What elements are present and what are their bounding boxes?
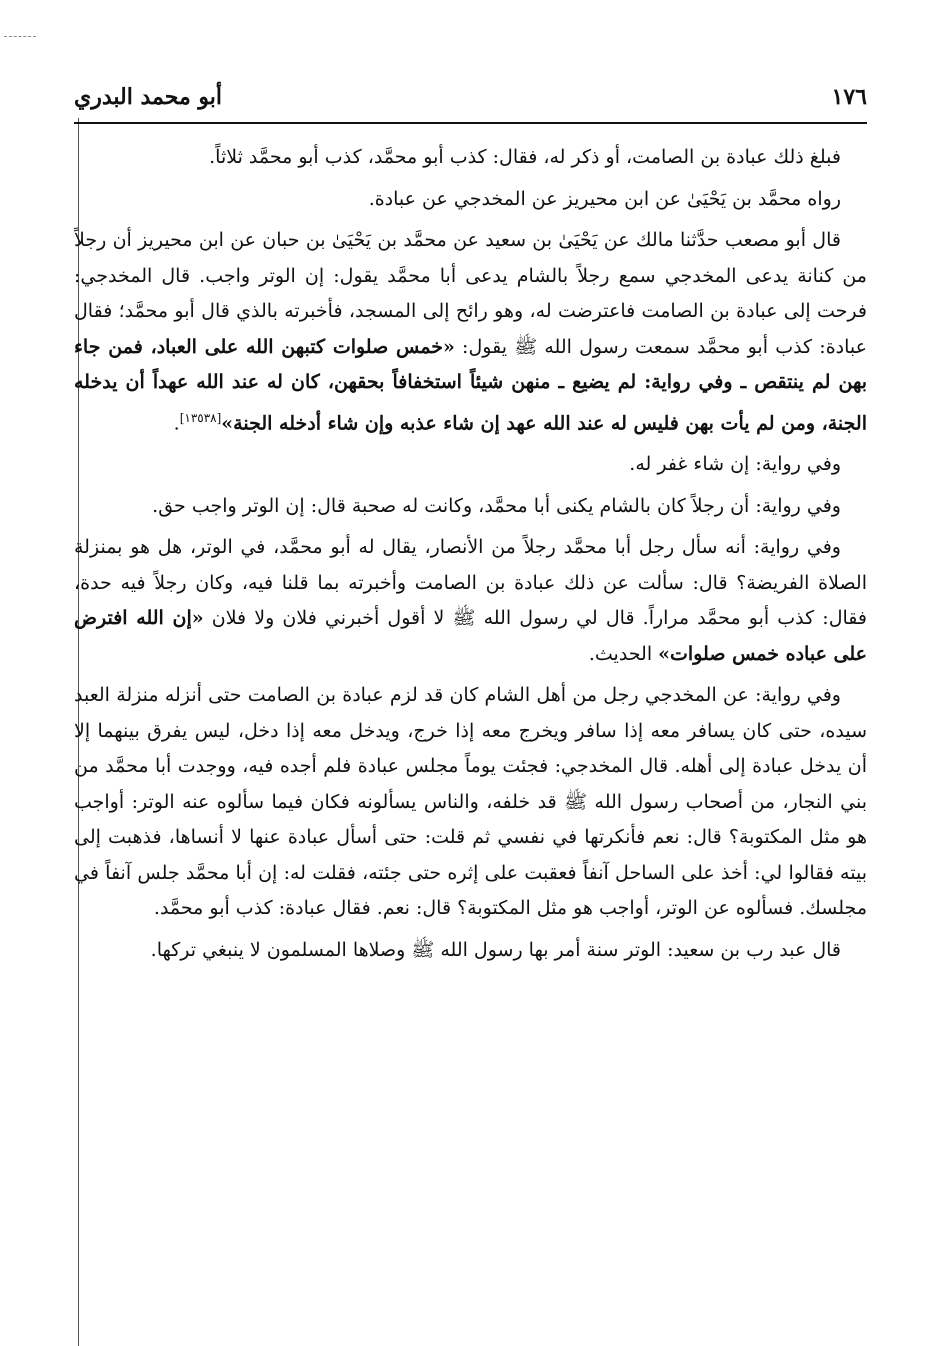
paragraph: وفي رواية: أنه سأل رجل أبا محمَّد رجلاً من الأنصار، يقال له أبو محمَّد، في الوتر، هل هو بمنزلة الصلاة الفريضة؟ قال: سألت عن ذلك عبادة بن الصامت وأخبرته بما قلنا فيه، وكان رجلاً فيه حدة، فقال: كذب أبو محمَّد مراراً. قال لي رسول الله ﷺ لا أقول أخبرني فلان ولا فلان «إن الله افترض على عباده خمس صلوات» الحديث. bbox=[74, 536, 867, 665]
paragraph: وفي رواية: إن شاء غفر له. bbox=[629, 453, 841, 476]
paragraph: وفي رواية: عن المخدجي رجل من أهل الشام كان قد لزم عبادة بن الصامت حتى أنزله منزلة العبد سيده، حتى كان يسافر معه إذا سافر ويخرج معه إذا خرج، ويدخل معه إذا دخل، ليس يفرق بينهما إلا أن يدخل عبادة إلى أهله. قال المخدجي: فجئت يوماً مجلس عبادة فلم أجده فيه، ووجدت أبا محمَّد من بني النجار، من أصحاب رسول الله ﷺ قد خلفه، والناس يسألونه فكان فيما سألوه عنه الوتر: أواجب هو مثل المكتوبة؟ قال: نعم فأنكرتها في نفسي ثم قلت: حتى أسأل عبادة عنها لا أنساها، فذهبت إلى بيته فقالوا لي: أخذ على الساحل آنفاً فعقبت على إثره حتى جئته، فقلت له: إن أبا محمَّد جلس آنفاً في مجلسك. فسألوه عن الوتر، أواجب هو مثل المكتوبة؟ قال: نعم. فقال عبادة: كذب أبو محمَّد. bbox=[74, 684, 867, 920]
header-rule bbox=[74, 122, 867, 124]
paragraph: وفي رواية: أن رجلاً كان بالشام يكنى أبا محمَّد، وكانت له صحبة قال: إن الوتر واجب حق. bbox=[152, 494, 841, 517]
paragraph: رواه محمَّد بن يَحْيَىٰ عن ابن محيريز عن المخدجي عن عبادة. bbox=[368, 187, 841, 210]
paragraph: فبلغ ذلك عبادة بن الصامت، أو ذكر له، فقال: كذب أبو محمَّد، كذب أبو محمَّد ثلاثاً. bbox=[209, 146, 841, 168]
hadith-quote: «خمس صلوات كتبهن الله على العباد، فمن جاء بهن لم ينتقص ـ وفي رواية: لم يضيع ـ منهن شيئاً استخفافاً بحقهن، كان له عند الله عهداً أن يدخله الجنة، ومن لم يأت بهن فليس له عند الله عهد إن شاء عذبه وإن شاء أدخله الجنة» bbox=[74, 335, 867, 434]
hadith-quote: «إن الله افترض على عباده خمس صلوات» bbox=[74, 607, 867, 665]
page-header bbox=[74, 82, 867, 122]
paragraph: قال أبو مصعب حدَّثنا مالك عن يَحْيَىٰ بن سعيد عن محمَّد بن يَحْيَىٰ بن حبان عن ابن محيريز أن رجلاً من كنانة يدعى المخدجي سمع رجلاً بالشام يدعى أبا محمَّد يقول: إن الوتر واجب. قال المخدجي: فرحت إلى عبادة بن الصامت فاعترضت له، وهو رائح إلى المسجد، فأخبرته بالذي قال أبو محمَّد؛ فقال عبادة: كذب أبو محمَّد سمعت رسول الله ﷺ يقول: «خمس صلوات كتبهن الله على العباد، فمن جاء بهن لم ينتقص ـ وفي رواية: لم يضيع ـ منهن شيئاً استخفافاً بحقهن، كان له عند الله عهداً أن يدخله الجنة، ومن لم يأت بهن فليس له عند الله عهد إن شاء عذبه وإن شاء أدخله الجنة»[١٣٥٣٨]. bbox=[74, 229, 867, 434]
page-body bbox=[74, 140, 867, 1335]
scan-corner-mark bbox=[4, 36, 36, 37]
running-title: أبو محمد البدري bbox=[74, 84, 223, 110]
page-number: ١٧٦ bbox=[831, 84, 867, 110]
footnote-ref: [١٣٥٣٨] bbox=[179, 410, 222, 425]
paragraph: قال عبد رب بن سعيد: الوتر سنة أمر بها رسول الله ﷺ وصلاها المسلمون لا ينبغي تركها. bbox=[150, 938, 841, 961]
